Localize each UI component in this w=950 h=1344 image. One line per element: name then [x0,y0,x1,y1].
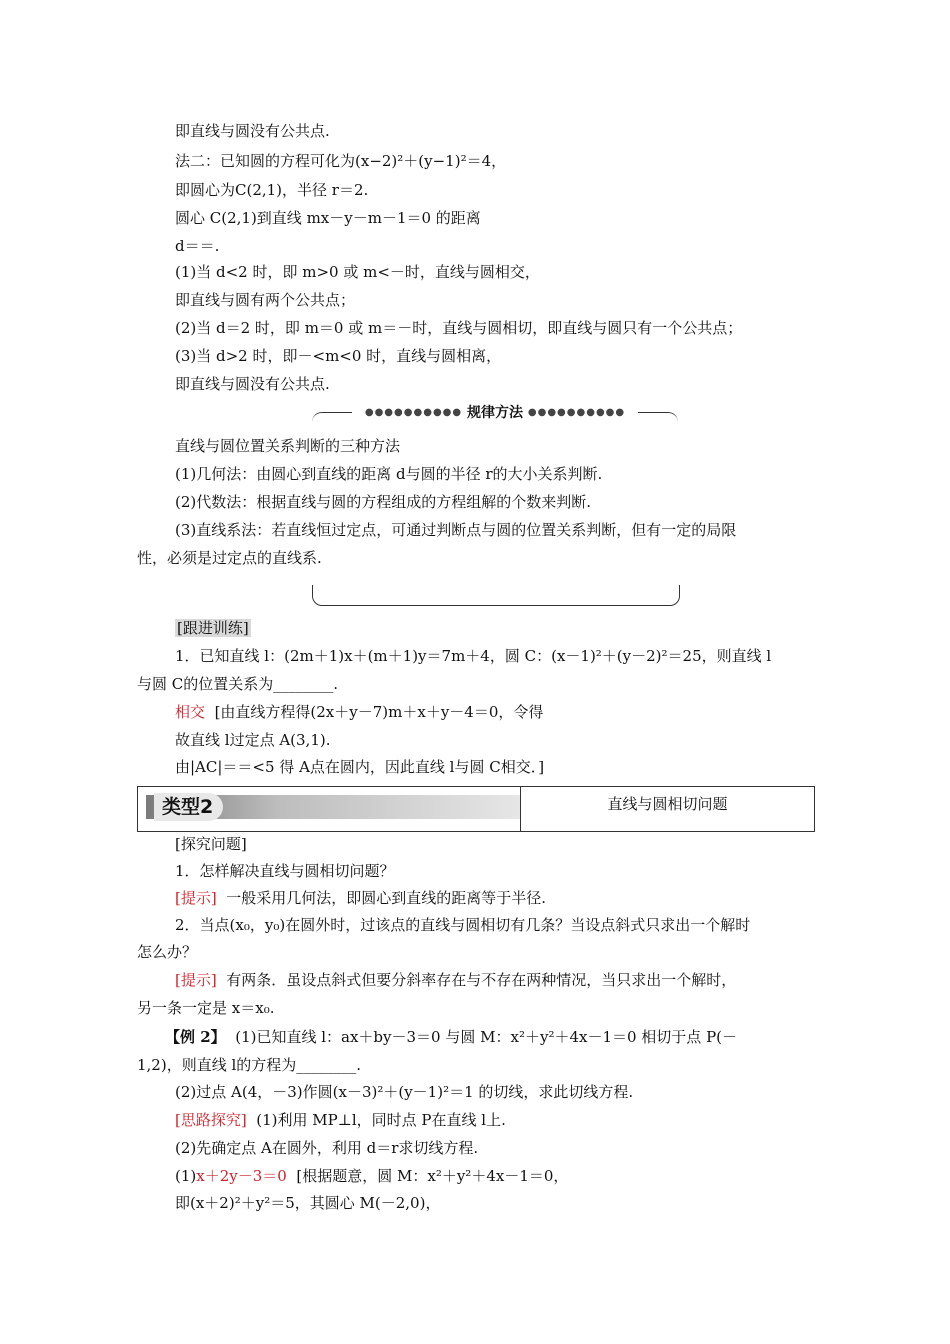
text-line: 即圆心为C(2,1)，半径 r＝2. [175,181,369,199]
text-line: (3)当 d>2 时，即－<m<0 时，直线与圆相离， [175,347,502,365]
text-line: (1)当 d<2 时，即 m>0 或 m<－时，直线与圆相交， [175,263,540,281]
answer-text: x＋2y－3＝0 [196,1167,287,1185]
question-line: 1．已知直线 l：(2m＋1)x＋(m＋1)y＝7m＋4，圆 C：(x－1)²＋(y－2)²＝25，则直线 l [175,647,772,665]
method-box-title: ●●●●●●●●●● 规律方法 ●●●●●●●●●● [352,404,638,422]
method-heading: 直线与圆位置关系判断的三种方法 [175,437,401,455]
solution-line: 相交 [由直线方程得(2x＋y－7)m＋x＋y－4＝0，令得 [175,703,544,721]
method-item: (2)代数法：根据直线与圆的方程组成的方程组解的个数来判断. [175,493,592,511]
method-item: (1)几何法：由圆心到直线的距离 d与圆的半径 r的大小关系判断. [175,465,603,483]
question-line: 1．怎样解决直线与圆相切问题？ [175,862,395,880]
text-line: 即直线与圆没有公共点. [175,122,330,140]
text-line: 即直线与圆没有公共点. [175,375,330,393]
type-label: 类型2 [154,793,223,821]
type-title: 直线与圆相切问题 [607,795,728,813]
text-line: 圆心 C(2,1)到直线 mx－y－m－1＝0 的距离 [175,209,481,227]
method-item: (3)直线系法：若直线恒过定点，可通过判断点与圆的位置关系判断，但有一定的局限 [175,521,737,539]
answer-line: (1)x＋2y－3＝0 [根据题意，圆 M：x²＋y²＋4x－1＝0， [175,1167,569,1185]
type-section-bar [137,786,815,832]
solution-line: 故直线 l过定点 A(3,1). [175,731,331,749]
question-line: 与圆 C的位置关系为________. [137,675,339,693]
practice-label: [跟进训练] [177,619,249,637]
method-item: 性，必须是过定点的直线系. [137,549,322,567]
text-line: 即直线与圆有两个公共点； [175,291,356,309]
example-line: (2)过点 A(4，－3)作圆(x－3)²＋(y－1)²＝1 的切线，求此切线方程. [175,1083,634,1101]
hint-line: 另一条一定是 x＝x₀. [137,999,275,1017]
solution-line: 由|AC|＝＝<5 得 A点在圆内，因此直线 l与圆 C相交．] [175,758,545,776]
idea-line: (2)先确定点 A在圆外，利用 d＝r求切线方程. [175,1139,479,1157]
text-line: 法二：已知圆的方程可化为(x−2)²＋(y−1)²＝4， [175,152,507,170]
example-line: 1,2)，则直线 l的方程为________. [137,1056,362,1074]
answer-text: 相交 [175,703,206,721]
hint-line: [提示] 一般采用几何法，即圆心到直线的距离等于半径. [175,889,547,907]
explore-label: [探究问题] [175,835,247,853]
example-label: 【例 2】 [165,1028,226,1046]
idea-line: [思路探究] (1)利用 MP⊥l，同时点 P在直线 l上. [175,1111,506,1129]
text-line: d＝＝. [175,237,220,255]
question-line: 2．当点(x₀，y₀)在圆外时，过该点的直线与圆相切有几条？当设点斜式只求出一个解时 [175,916,751,934]
text-line: (2)当 d＝2 时，即 m＝0 或 m＝－时，直线与圆相切，即直线与圆只有一个公共点； [175,319,743,337]
hint-line: [提示] 有两条．虽设点斜式但要分斜率存在与不存在两种情况，当只求出一个解时， [175,971,737,989]
question-line: 怎么办？ [137,943,198,961]
example-line: 【例 2】 (1)已知直线 l：ax＋by－3＝0 与圆 M：x²＋y²＋4x－1＝0 相切于点 P(－ [165,1028,738,1046]
answer-line: 即(x＋2)²＋y²＝5，其圆心 M(－2,0)， [175,1194,441,1212]
